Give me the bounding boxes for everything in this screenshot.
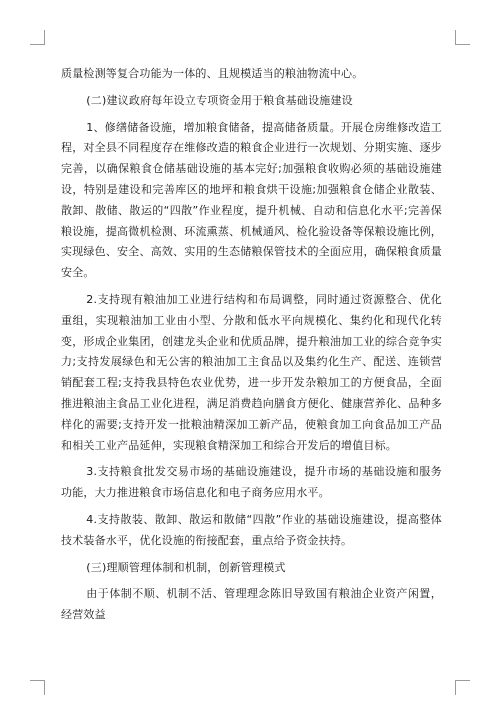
paragraph-last: 由于体制不顺、机制不活、管理理念陈旧导致国有粮油企业资产闲置，经营效益: [61, 587, 442, 622]
crop-mark-top-left: [30, 30, 45, 45]
crop-mark-bottom-left: [30, 680, 45, 695]
paragraph-item-1: 1、修缮储备设施，增加粮食储备，提高储备质量。开展仓房维修改造工程，对全县不同程度存在维修改造的粮食企业进行一次规划、分期实施、逐步完善，以确保粮食仓储基础设施的基本完好;加强粮食收购必须的基础设施建设，特别是建设和完善库区的地坪和粮食烘干设施;加强粮食仓储企业散装、散卸、散储、散运的“四散”作业程度，提升机械、自动和信息化水平;完善保粮设施，提高微机检测、环流熏蒸、机械通风、检化验设备等保粮设施比例，实现绿色、安全、高效、实用的生态储粮保管技术的全面应用，确保粮食质量安全。: [61, 120, 442, 280]
paragraph-0: 质量检测等复合功能为一体的、且规模适当的粮油物流中心。: [61, 67, 364, 80]
paragraph-item-3: 3.支持粮食批发交易市场的基础设施建设，提升市场的基础设施和服务功能，大力推进粮食市场信息化和电子商务应用水平。: [61, 465, 442, 500]
section-heading-2: (二)建议政府每年设立专项资金用于粮食基础设施建设: [86, 93, 353, 107]
crop-mark-top-right: [455, 30, 470, 45]
section-heading-3: (三)理顺管理体制和机制，创新管理模式: [86, 560, 286, 574]
document-body: [61, 64, 442, 626]
paragraph-item-4: 4.支持散装、散卸、散运和散储“四散”作业的基础设施建设，提高整体技术装备水平，优化设施的衔接配套，重点给予资金扶持。: [61, 512, 442, 547]
paragraph-item-2: 2.支持现有粮油加工业进行结构和布局调整，同时通过资源整合、优化重组，实现粮油加工业由小型、分散和低水平向规模化、集约化和现代化转变，形成企业集团，创建龙头企业和优质品牌，提升粮油加工业的综合竞争实力;支持发展绿色和无公害的粮油加工主食品以及集约化生产、配送、连锁营销配套工程;支持我县特色农业优势，进一步开发杂粮加工的方便食品，全面推进粮油主食品工业化进程，满足消费趋向膳食方便化、健康营养化、品种多样化的需要;支持开发一批粮油精深加工新产品，使粮食加工向食品加工产品和相关工业产品延伸，实现粮食精深加工和综合开发后的增值目标。: [61, 292, 442, 452]
crop-mark-bottom-right: [455, 680, 470, 695]
